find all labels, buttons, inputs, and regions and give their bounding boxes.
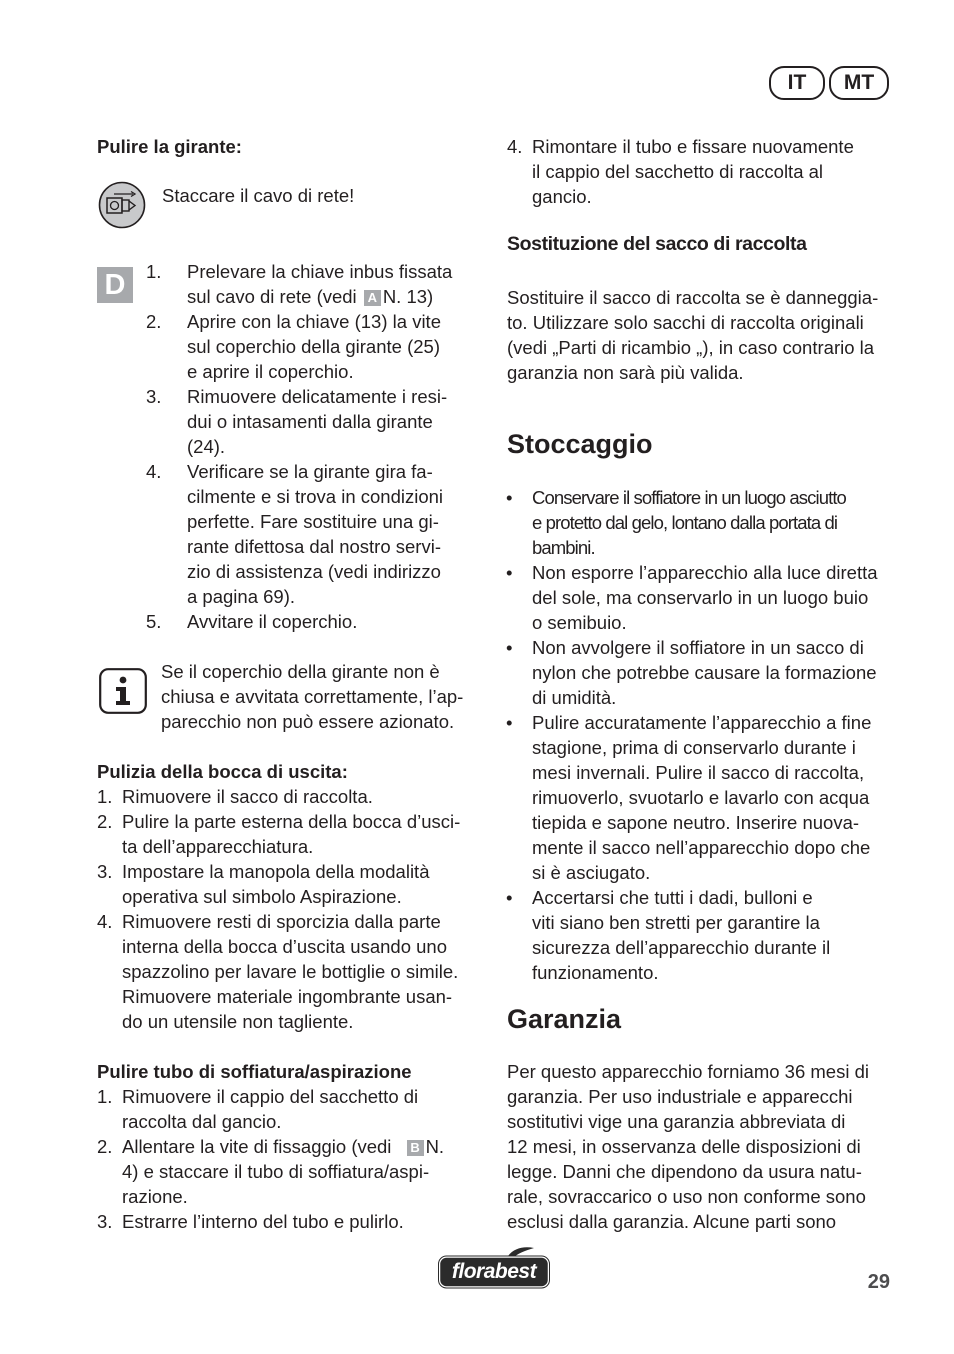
lang-badge-it: IT [769,66,825,100]
list-item-line: • Accertarsi che tutti i dadi, bulloni e [532,887,813,908]
step-text: Impostare la manopola della modalità [122,861,430,882]
info-icon [99,668,147,714]
list-item-line: tiepida e sapone neutro. Inserire nuova- [532,812,860,833]
tubo-step [97,1084,487,1134]
florabest-logo [438,1246,550,1290]
step-text: Rimuovere resti di sporcizia dalla parte [122,911,441,932]
step-text: raccolta dal gancio. [122,1111,282,1132]
list-item-line: si è asciugato. [532,862,651,883]
bocca-heading: Pulizia della bocca di uscita: [97,761,348,782]
paragraph-line: Sostituire il sacco di raccolta se è danneggia- [507,287,879,308]
paragraph-line: sostitutivi vige una garanzia abbreviata di [507,1111,846,1132]
list-item-line: • Pulire accuratamente l’apparecchio a fine [532,712,872,733]
step-text: a pagina 69). [187,586,296,607]
figure-ref-b: B [407,1140,424,1156]
step-text: Rimuovere materiale ingombrante usan- [122,986,453,1007]
unplug-warning-text: Staccare il cavo di rete! [162,185,355,206]
step-text: operativa sul simbolo Aspirazione. [122,886,402,907]
step-text: cilmente e si trova in condizioni [187,486,444,507]
girante-step [146,259,486,309]
paragraph-line: garanzia non sarà più valida. [507,362,744,383]
bocca-step [97,809,487,859]
step-text: Rimuovere delicatamente i resi- [187,386,448,407]
step-text: interna della bocca d’uscita usando uno [122,936,448,957]
paragraph-line: legge. Danni che dipendono da usura natu- [507,1161,862,1182]
list-item-line: mesi invernali. Pulire il sacco di raccolta, [532,762,865,783]
paragraph-line: garanzia. Per uso industriale e apparecchi [507,1086,853,1107]
step-number: 3. [146,386,162,407]
step-text-part: Allentare la vite di fissaggio (vedi [122,1136,392,1157]
stoccaggio-heading: Stoccaggio [507,429,653,459]
bocca-step [97,859,487,909]
tubo-step [97,1134,487,1209]
list-item [506,885,898,985]
page-number: 29 [867,1271,890,1293]
stoccaggio-list [506,485,898,985]
list-item-line: del sole, ma conservarlo in un luogo buio [532,587,869,608]
step-text [122,1134,444,1159]
step-text: (24). [187,436,226,457]
section-marker-d: D [97,267,133,303]
step-text: spazzolino per lavare le bottiglie o simile. [122,961,459,982]
step-text: Aprire con la chiave (13) la vite [187,311,441,332]
step-text: Pulire la parte esterna della bocca d’usci- [122,811,461,832]
bocca-steps [97,784,487,1034]
step-text [187,284,433,309]
paragraph-line: esclusi dalla garanzia. Alcune parti sono [507,1211,837,1232]
step-number: 1. [97,1086,113,1107]
step-text: Rimuovere il cappio del sacchetto di [122,1086,419,1107]
step-text: Prelevare la chiave inbus fissata [187,261,453,282]
step-text: gancio. [532,186,592,207]
girante-step [146,384,486,459]
step-text: il cappio del sacchetto di raccolta al [532,161,824,182]
garanzia-heading: Garanzia [507,1004,622,1034]
list-item-line: funzionamento. [532,962,659,983]
paragraph-line: (vedi „Parti di ricambio „), in caso contrario la [507,337,875,358]
sacco-heading: Sostituzione del sacco di raccolta [507,233,807,255]
list-item [506,485,898,560]
logo-text: florabest [451,1260,537,1283]
info-note [161,659,491,734]
step-number: 4. [507,136,523,157]
step-number: 3. [97,861,113,882]
paragraph-line: Per questo apparecchio forniamo 36 mesi di [507,1061,869,1082]
step-number: 2. [97,811,113,832]
paragraph-line: 12 mesi, in osservanza delle disposizioni di [507,1136,861,1157]
unplug-icon [98,181,146,229]
list-item-line: o semibuio. [532,612,627,633]
step-text: Verificare se la girante gira fa- [187,461,433,482]
paragraph-line: to. Utilizzare solo sacchi di raccolta originali [507,312,864,333]
info-note-line: chiusa e avvitata correttamente, l’ap- [161,686,464,707]
step-text: zio di assistenza (vedi indirizzo [187,561,441,582]
step-text: perfette. Fare sostituire una gi- [187,511,439,532]
list-item-line: • Non esporre l’apparecchio alla luce diretta [532,562,878,583]
step-number: 1. [146,261,162,282]
info-note-line: Se il coperchio della girante non è [161,661,440,682]
list-item [506,710,898,885]
tubo-steps [97,1084,487,1234]
step-text-part: N. 13) [382,286,434,307]
list-item-line: di umidità. [532,687,617,708]
girante-step [146,609,486,634]
list-item-line: bambini. [532,537,595,558]
list-item [506,635,898,710]
info-note-line: parecchio non può essere azionato. [161,711,455,732]
tubo-step [97,1209,487,1234]
list-item-line: sicurezza dell’apparecchio durante il [532,937,831,958]
list-item-line: e protetto dal gelo, lontano dalla portata di [532,512,838,533]
bocca-step [97,784,487,809]
step-text: Rimontare il tubo e fissare nuovamente [532,136,854,157]
step-text: e aprire il coperchio. [187,361,354,382]
bocca-step [97,909,487,1034]
figure-ref-a: A [364,290,381,306]
step-text-part: N. [425,1136,445,1157]
step-number: 4. [97,911,113,932]
list-item-line: • Conservare il soffiatore in un luogo asciutto [532,487,846,508]
girante-heading: Pulire la girante: [97,136,242,157]
step-text: Estrarre l’interno del tubo e pulirlo. [122,1211,404,1232]
step-number: 5. [146,611,162,632]
step-number: 2. [97,1136,113,1157]
step-text: dui o intasamenti dalla girante [187,411,433,432]
tubo-heading: Pulire tubo di soffiatura/aspirazione [97,1061,412,1082]
list-item-line: rimuoverlo, svuotarlo e lavarlo con acqua [532,787,870,808]
step-number: 2. [146,311,162,332]
girante-steps [146,259,486,634]
girante-step [146,309,486,384]
girante-step [146,459,486,609]
list-item-line: stagione, prima di conservarlo durante i [532,737,856,758]
step-number: 4. [146,461,162,482]
sacco-paragraph [507,285,897,385]
garanzia-paragraph [507,1059,897,1234]
step-text: rante difettosa dal nostro servi- [187,536,441,557]
step-text: razione. [122,1186,188,1207]
step-text: sul coperchio della girante (25) [187,336,440,357]
list-item-line: • Non avvolgere il soffiatore in un sacco di [532,637,864,658]
step-text: Rimuovere il sacco di raccolta. [122,786,373,807]
lang-badge-mt: MT [829,66,889,100]
list-item-line: viti siano ben stretti per garantire la [532,912,820,933]
step-text: do un utensile non tagliente. [122,1011,354,1032]
step-number: 3. [97,1211,113,1232]
list-item-line: mente il sacco nell’apparecchio dopo che [532,837,871,858]
step-number: 1. [97,786,113,807]
step-text: Avvitare il coperchio. [187,611,358,632]
list-item-line: nylon che potrebbe causare la formazione [532,662,877,683]
step-text: 4) e staccare il tubo di soffiatura/aspi- [122,1161,430,1182]
step-text: ta dell’apparecchiatura. [122,836,314,857]
step-text-part: sul cavo di rete (vedi [187,286,357,307]
list-item [506,560,898,635]
paragraph-line: rale, sovraccarico o uso non conforme sono [507,1186,866,1207]
